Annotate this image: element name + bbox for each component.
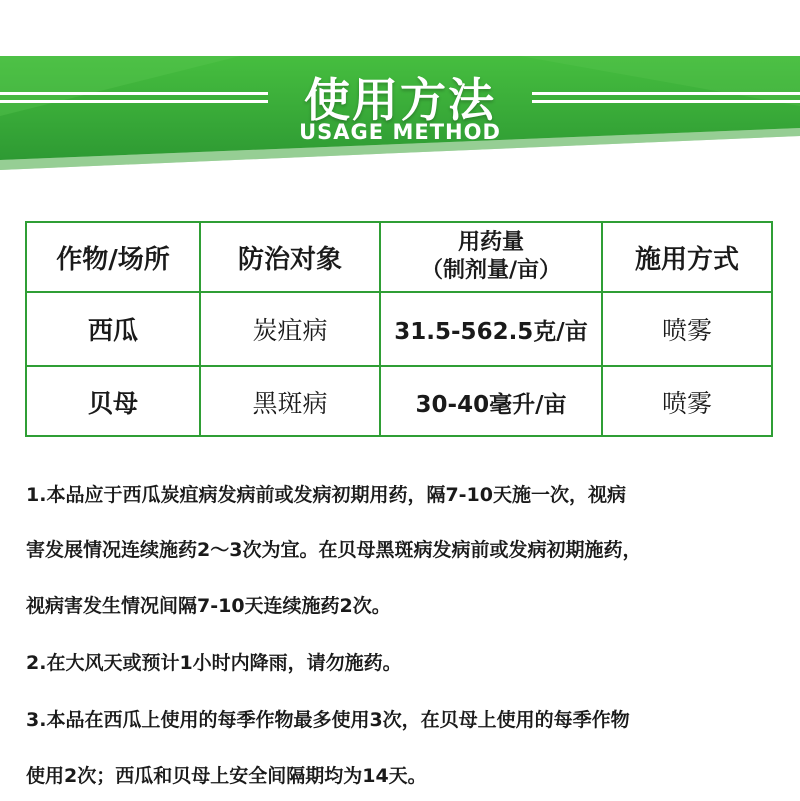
table-header-row <box>27 223 771 291</box>
note-line-4: 2.在大风天或预计1小时内降雨，请勿施药。 <box>26 652 402 674</box>
note-line-2: 害发展情况连续施药2～3次为宜。在贝母黑斑病发病前或发病初期施药， <box>26 539 642 561</box>
note-line-6: 使用2次；西瓜和贝母上安全间隔期均为14天。 <box>26 765 427 787</box>
page-subtitle: USAGE METHOD <box>299 120 501 144</box>
note-line-3: 视病害发生情况间隔7-10天连续施药2次。 <box>26 595 391 617</box>
note-line-5: 3.本品在西瓜上使用的每季作物最多使用3次，在贝母上使用的每季作物 <box>26 709 630 731</box>
row2-method: 喷雾 <box>601 367 771 437</box>
header-dose <box>379 223 601 291</box>
row1-dose: 31.5-562.5克/亩 <box>379 293 601 365</box>
row1-crop: 西瓜 <box>87 316 138 345</box>
table-row <box>27 291 771 365</box>
row2-crop: 贝母 <box>87 389 138 418</box>
header-target: 防治对象 <box>199 223 379 291</box>
row1-method: 喷雾 <box>601 293 771 365</box>
header-method: 施用方式 <box>601 223 771 291</box>
header-dose-sub: （制剂量/亩） <box>420 258 562 283</box>
usage-banner <box>0 56 800 170</box>
usage-table <box>25 221 773 437</box>
table-row <box>27 365 771 437</box>
header-crop: 作物/场所 <box>56 244 170 275</box>
note-line-1: 1.本品应于西瓜炭疽病发病前或发病初期用药，隔7-10天施一次，视病 <box>26 484 626 506</box>
header-dose-main: 用药量 <box>457 230 524 255</box>
row1-target: 炭疽病 <box>199 293 379 365</box>
row2-target: 黑斑病 <box>199 367 379 437</box>
row2-dose: 30-40毫升/亩 <box>379 367 601 437</box>
page-title: 使用方法 <box>304 73 496 127</box>
